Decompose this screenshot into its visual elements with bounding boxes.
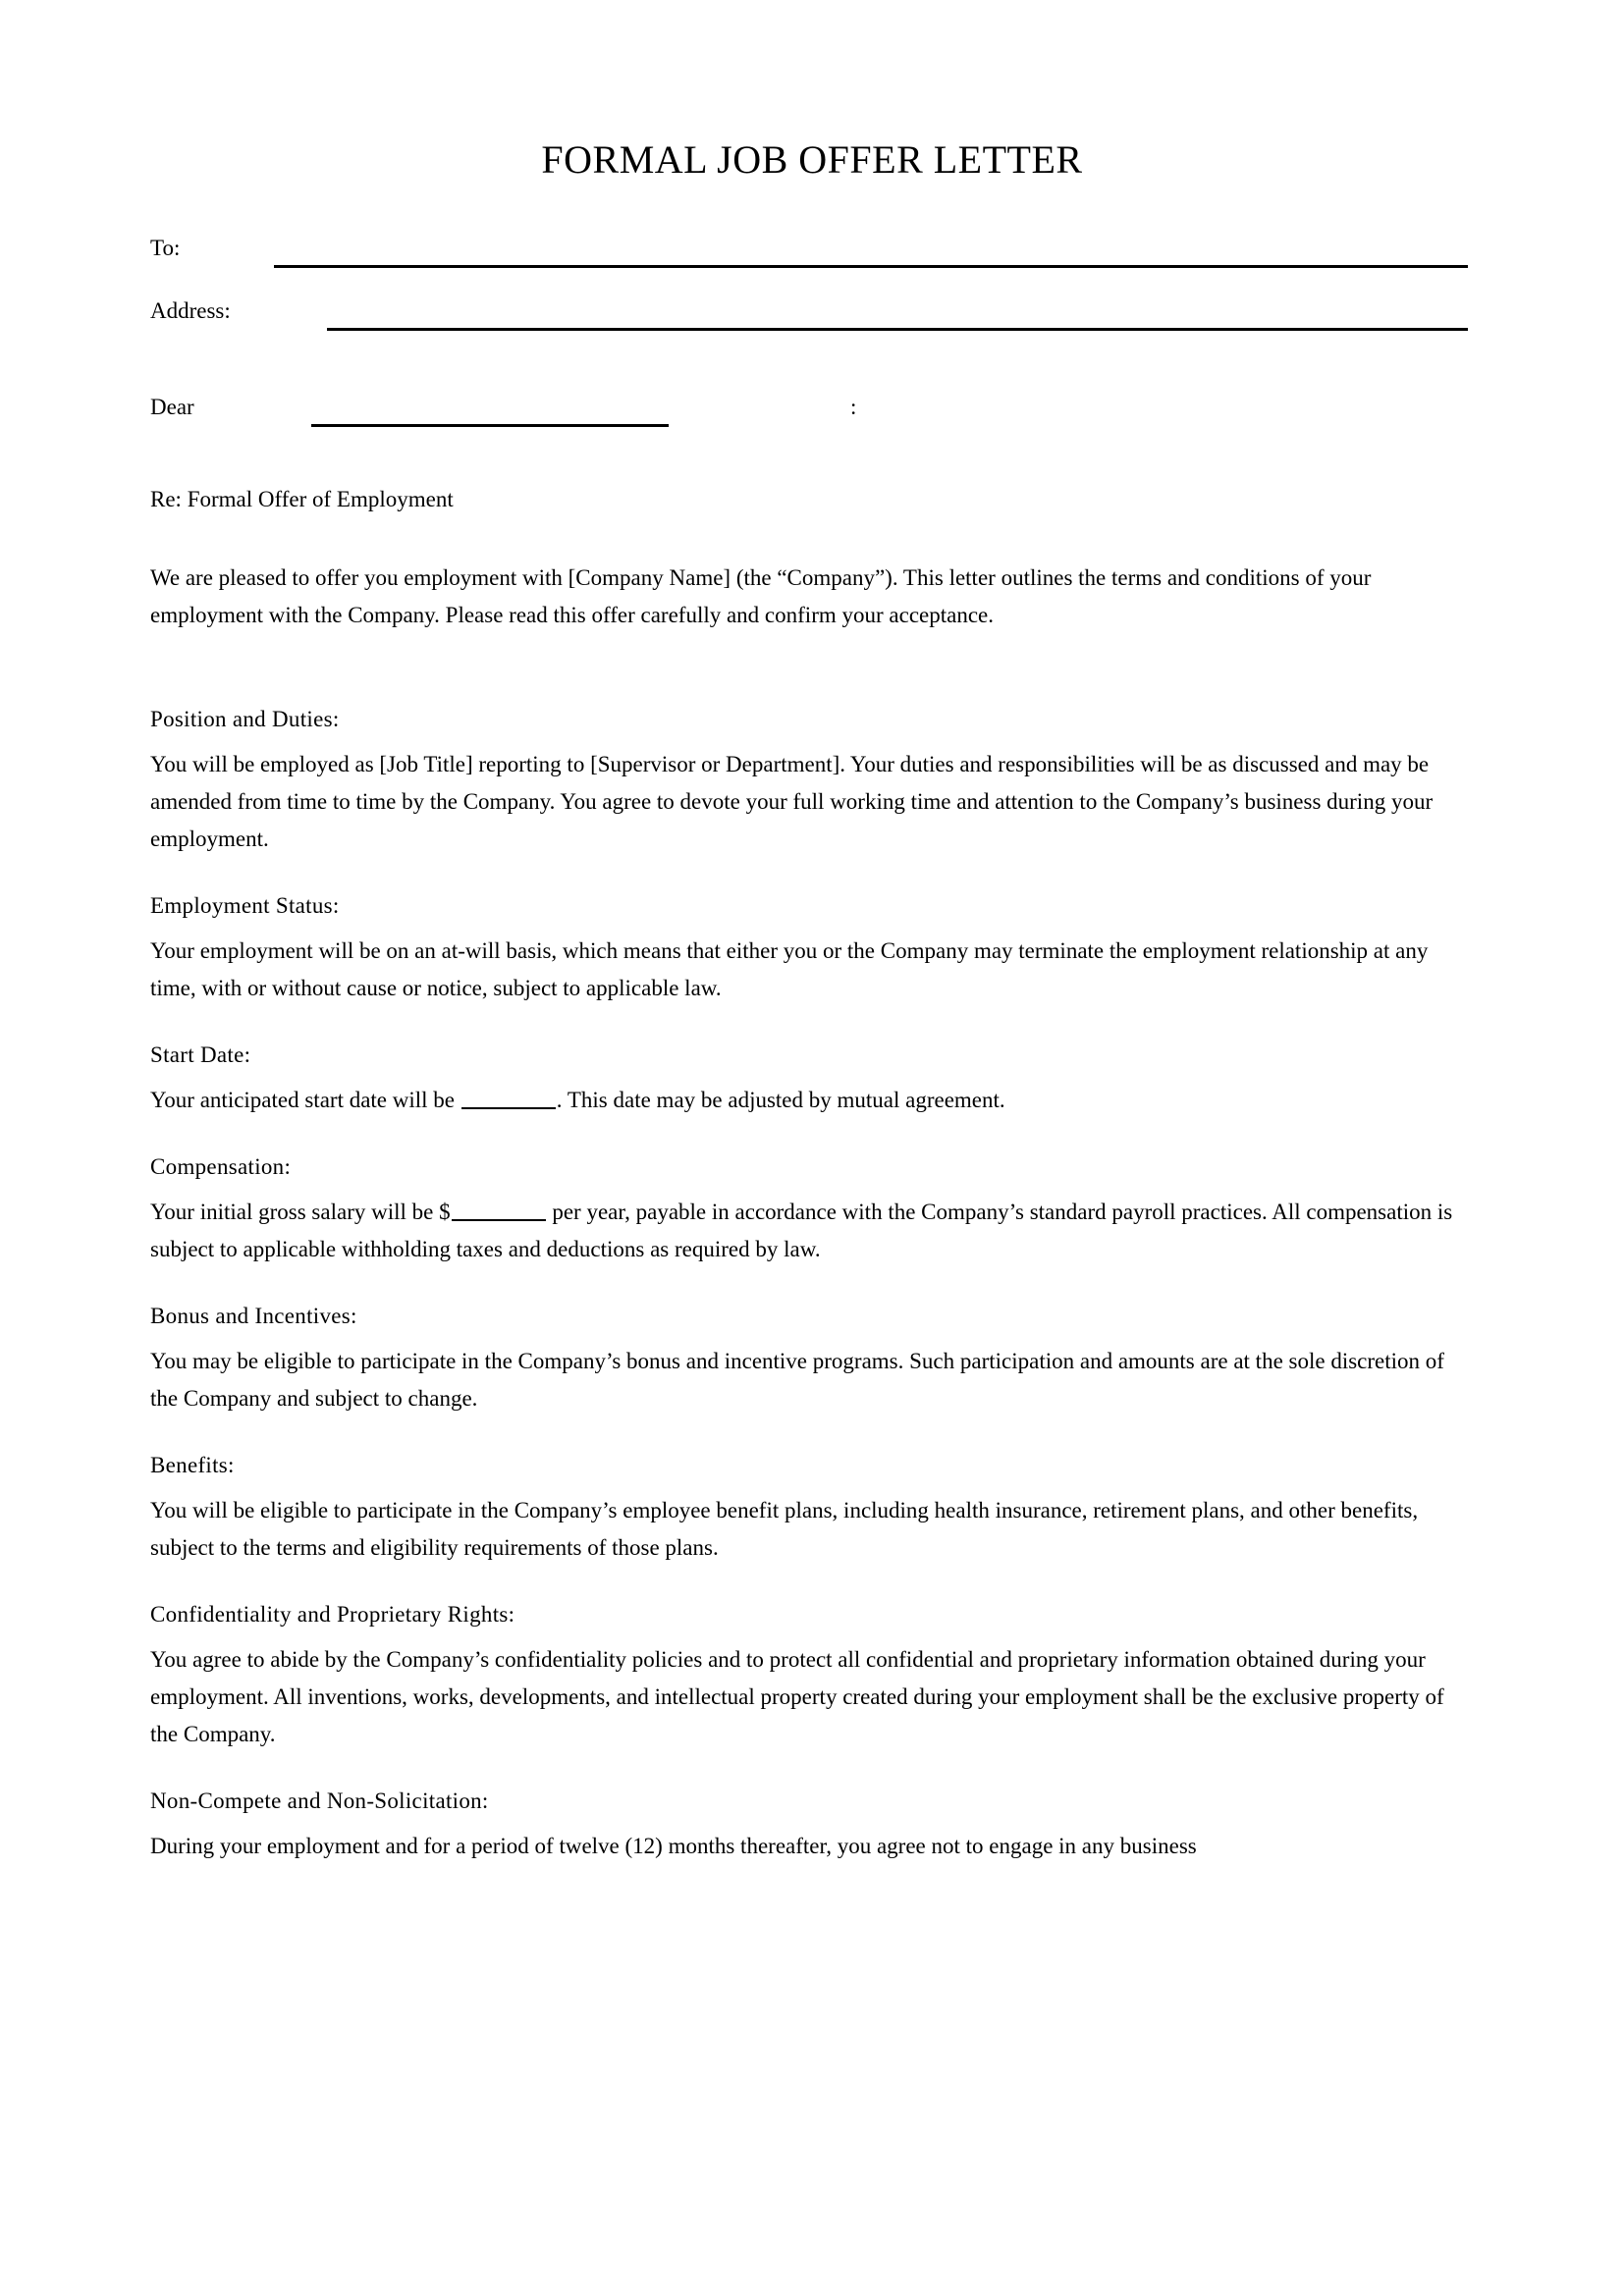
section-non-compete xyxy=(150,1785,1471,1865)
dear-colon: : xyxy=(850,395,857,419)
section-bonus-and-incentives xyxy=(150,1300,1471,1417)
salary-blank-field[interactable] xyxy=(452,1197,546,1221)
section-body xyxy=(150,1082,1471,1119)
page-title: FORMAL JOB OFFER LETTER xyxy=(541,136,1083,182)
salary-text-after-blank: per year, payable in accordance with the Company’s standard payroll practices. All compensation is subject to applicable withholding taxes and deductions as required by law. xyxy=(150,1200,1453,1261)
address-fill-line[interactable] xyxy=(327,328,1468,331)
section-heading: Start Date: xyxy=(150,1042,251,1067)
section-heading: Non-Compete and Non-Solicitation: xyxy=(150,1789,489,1813)
section-heading: Position and Duties: xyxy=(150,707,340,731)
section-compensation xyxy=(150,1150,1471,1268)
to-fill-line[interactable] xyxy=(274,265,1468,268)
to-label: To: xyxy=(150,236,181,260)
section-body: Your employment will be on an at-will basis, which means that either you or the Company may terminate the employment relationship at any time, with or without cause or notice, subject to applicable law. xyxy=(150,938,1429,1000)
section-start-date xyxy=(150,1039,1471,1119)
recipient-header-block xyxy=(150,228,1476,450)
section-body: During your employment and for a period of twelve (12) months thereafter, you agree not to engage in any business xyxy=(150,1834,1197,1858)
letter-body xyxy=(150,483,1471,1896)
intro-paragraph: We are pleased to offer you employment with [Company Name] (the “Company”). This letter outlines the terms and conditions of your employment with the Company. Please read this offer carefully and confirm your acceptance. xyxy=(150,565,1372,627)
section-confidentiality xyxy=(150,1598,1471,1753)
section-body: You may be eligible to participate in the Company’s bonus and incentive programs. Such participation and amounts are at the sole discretion of the Company and subject to change. xyxy=(150,1349,1444,1411)
section-body: You agree to abide by the Company’s confidentiality policies and to protect all confidential and proprietary information obtained during your employment. All inventions, works, developments, and intellectual property created during your employment shall be the exclusive property of the Company. xyxy=(150,1647,1444,1746)
start-date-text-after-blank: . This date may be adjusted by mutual agreement. xyxy=(556,1088,1005,1112)
field-row-dear xyxy=(150,387,1476,450)
field-row-address xyxy=(150,291,1476,353)
start-date-text-before-blank: Your anticipated start date will be xyxy=(150,1088,460,1112)
section-body: You will be employed as [Job Title] reporting to [Supervisor or Department]. Your duties and responsibilities will be as discussed and may be amended from time to time by the Company. You agree to devote your full working time and attention to the Company’s business during your employment. xyxy=(150,752,1434,851)
address-label: Address: xyxy=(150,298,231,323)
section-body xyxy=(150,1194,1471,1268)
dear-name-fill-line[interactable] xyxy=(311,424,669,427)
section-heading: Employment Status: xyxy=(150,893,340,918)
section-position-and-duties xyxy=(150,703,1471,858)
section-benefits xyxy=(150,1449,1471,1567)
dear-label: Dear xyxy=(150,395,194,419)
salary-text-before-blank: Your initial gross salary will be $ xyxy=(150,1200,451,1224)
section-heading: Compensation: xyxy=(150,1154,292,1179)
subject-line: Re: Formal Offer of Employment xyxy=(150,487,454,511)
start-date-blank-field[interactable] xyxy=(461,1085,556,1109)
section-heading: Bonus and Incentives: xyxy=(150,1304,357,1328)
section-heading: Confidentiality and Proprietary Rights: xyxy=(150,1602,515,1627)
field-row-to xyxy=(150,228,1476,291)
section-heading: Benefits: xyxy=(150,1453,235,1477)
section-employment-status xyxy=(150,889,1471,1007)
section-body: You will be eligible to participate in the Company’s employee benefit plans, including health insurance, retirement plans, and other benefits, subject to the terms and eligibility requirements of those plans. xyxy=(150,1498,1419,1560)
